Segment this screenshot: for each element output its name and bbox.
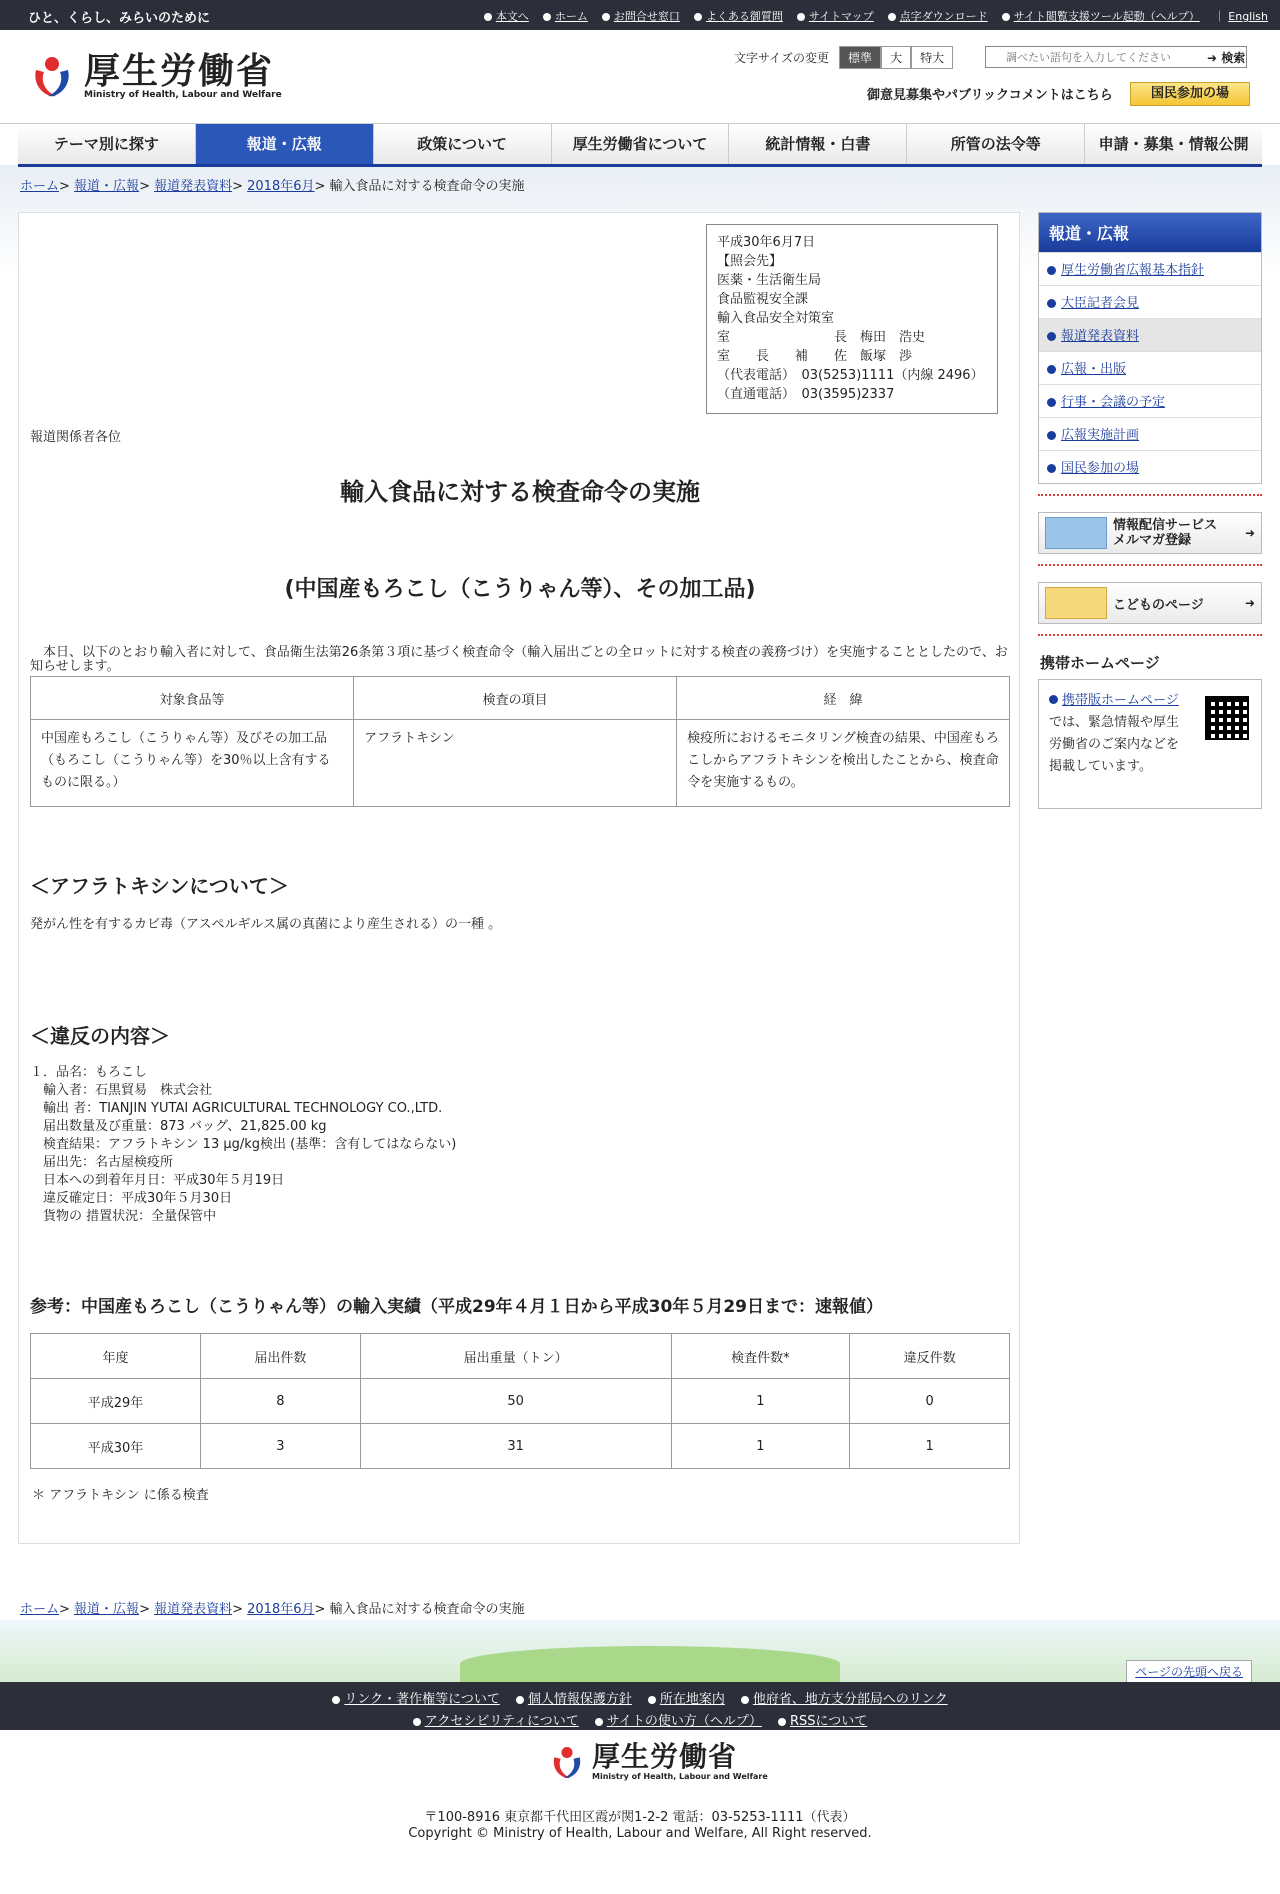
nav-policy[interactable]: 政策について	[374, 124, 552, 164]
contact-dept2: 食品監視安全課	[717, 292, 809, 307]
bullet-icon	[1047, 299, 1056, 308]
contact-tel1: （代表電話） 03(5253)1111（内線 2496）	[717, 368, 984, 383]
footer-link[interactable]: 他府省、地方支分部局へのリンク	[752, 1692, 948, 1707]
kids-page-label: こどものページ	[1113, 597, 1204, 613]
table-row	[31, 1379, 1010, 1424]
font-size-normal-button[interactable]: 標準	[839, 46, 881, 69]
link-skip-to-main[interactable]: 本文へ	[495, 10, 529, 23]
intro-text: 本日、以下のとおり輸入者に対して、食品衛生法第26条第３項に基づく検査命令（輸入届出ごとの全ロットに対する検査の義務づけ）を実施することとしたので、お知らせします。	[30, 645, 1008, 674]
bullet-icon	[1047, 464, 1056, 473]
global-nav	[18, 124, 1262, 167]
sidebar-item-label[interactable]: 大臣記者会見	[1061, 296, 1140, 311]
table-cell: 中国産もろこし（こうりゃん等）及びその加工品（もろこし（こうりゃん等）を30％以上含有するものに限る。）	[31, 720, 354, 807]
bullet-icon	[413, 1718, 421, 1726]
link-faq[interactable]: よくある御質問	[705, 10, 783, 23]
logo-mark-icon	[548, 1743, 586, 1781]
table-header: 違反件数	[850, 1334, 1010, 1379]
table-cell: 8	[201, 1379, 361, 1424]
table-cell: アフラトキシン	[354, 720, 677, 807]
font-size-switcher	[734, 46, 953, 69]
font-size-label: 文字サイズの変更	[734, 51, 830, 65]
reference-heading: 参考：中国産もろこし（こうりゃん等）の輸入実績（平成29年４月１日から平成30年５月29日まで：速報値）	[30, 1297, 883, 1317]
mobile-link[interactable]: 携帯版ホームページ	[1062, 693, 1179, 708]
top-link-english[interactable]: ｜ English	[1213, 10, 1268, 23]
search-button[interactable]: ➜ 検索	[1207, 50, 1246, 65]
table-cell: 0	[850, 1379, 1010, 1424]
qr-code-icon	[1205, 696, 1249, 740]
table-header-row	[31, 1334, 1010, 1379]
order-table	[30, 676, 1010, 807]
sidebar-item-label[interactable]: 広報・出版	[1061, 362, 1127, 377]
breadcrumb-press[interactable]: 報道・広報	[74, 1602, 140, 1617]
violation-line: 貨物の 措置状況：全量保管中	[30, 1209, 217, 1224]
sidebar-item-participation[interactable]	[1039, 450, 1261, 483]
top-link-home[interactable]	[543, 8, 588, 24]
table-row	[31, 720, 1010, 807]
site-logo[interactable]	[28, 52, 282, 100]
divider	[1038, 494, 1262, 502]
top-link-contact[interactable]	[602, 8, 680, 24]
table-footnote: ＊ アフラトキシン に係る検査	[32, 1488, 209, 1503]
top-link-main[interactable]	[484, 8, 529, 24]
footer-links-row1	[0, 1688, 1280, 1707]
sidebar-item-label[interactable]: 広報実施計画	[1061, 428, 1140, 443]
link-support-tool[interactable]: サイト閲覧支援ツール起動（ヘルプ）	[1013, 10, 1200, 23]
table-header: 検査件数*	[671, 1334, 850, 1379]
footer-copyright: Copyright © Ministry of Health, Labour and Welfare, All Right reserved.	[408, 1826, 872, 1841]
sidebar-item-label[interactable]: 国民参加の場	[1061, 461, 1140, 476]
children-icon	[1045, 587, 1107, 619]
table-cell: 平成29年	[31, 1379, 201, 1424]
violation-line: 違反確定日：平成30年５月30日	[30, 1191, 233, 1206]
sidebar-item-publications[interactable]	[1039, 351, 1261, 384]
link-sitemap[interactable]: サイトマップ	[808, 10, 874, 23]
font-size-large-button[interactable]: 大	[881, 46, 911, 69]
footer-link[interactable]: サイトの使い方（ヘルプ）	[606, 1714, 762, 1729]
top-link-support[interactable]	[1002, 8, 1200, 24]
bullet-icon	[1047, 266, 1056, 275]
nav-applications[interactable]: 申請・募集・情報公開	[1098, 135, 1249, 153]
table-header-row	[31, 677, 1010, 720]
violation-line: １．品名：もろこし	[30, 1065, 148, 1080]
table-cell: 31	[360, 1424, 671, 1469]
bullet-icon	[741, 1696, 749, 1704]
violation-heading: ＜違反の内容＞	[30, 1024, 170, 1048]
mail-icon	[1045, 517, 1107, 549]
sidebar-item-label[interactable]: 報道発表資料	[1061, 329, 1140, 344]
bullet-icon	[694, 13, 702, 21]
home-icon	[543, 13, 551, 21]
aflatoxin-heading: ＜アフラトキシンについて＞	[30, 874, 289, 898]
top-link-faq[interactable]	[694, 8, 783, 24]
top-link-braille[interactable]	[888, 8, 988, 24]
table-cell: 検疫所におけるモニタリング検査の結果、中国産もろこしからアフラトキシンを検出したことから、検査命令を実施するもの。	[677, 720, 1010, 807]
page-top-link[interactable]: ページの先頭へ戻る	[1126, 1660, 1252, 1683]
bullet-icon	[484, 13, 492, 21]
contact-dept3: 輸入食品安全対策室	[717, 311, 835, 326]
logo-mark-icon	[28, 52, 76, 100]
divider	[1038, 634, 1262, 642]
footer-link[interactable]: 所在地案内	[659, 1692, 725, 1707]
footer-address: 〒100-8916 東京都千代田区霞が関1-2-2 電話：03-5253-1111（代表）	[424, 1810, 856, 1825]
bullet-icon	[648, 1696, 656, 1704]
footer-links-row2	[0, 1710, 1280, 1729]
sidebar-menu	[1038, 212, 1262, 484]
mail-icon	[602, 13, 610, 21]
link-braille[interactable]: 点字ダウンロード	[899, 10, 988, 23]
footer-logo-title: 厚生労働省	[592, 1740, 738, 1773]
sidebar-item-events[interactable]	[1039, 384, 1261, 417]
violation-details	[30, 1064, 456, 1226]
logo-subtitle: Ministry of Health, Labour and Welfare	[84, 90, 282, 100]
breadcrumb: ホーム> 報道・広報> 報道発表資料> 2018年6月> 輸入食品に対する検査命令の実施	[20, 179, 525, 194]
search-button-label: 検索	[1221, 50, 1246, 65]
table-header: 届出重量（トン）	[360, 1334, 671, 1379]
footer-links-bar	[0, 1682, 1280, 1730]
violation-line: 輸出 者：TIANJIN YUTAI AGRICULTURAL TECHNOLOGY CO.,LTD.	[30, 1101, 443, 1116]
breadcrumb-month[interactable]: 2018年6月	[247, 1602, 315, 1617]
bullet-icon	[1047, 431, 1056, 440]
footer-logo-subtitle: Ministry of Health, Labour and Welfare	[592, 1772, 768, 1781]
link-contact[interactable]: お問合せ窓口	[613, 10, 680, 23]
table-row	[31, 1424, 1010, 1469]
search-input[interactable]	[1004, 50, 1203, 65]
table-cell: 50	[360, 1379, 671, 1424]
breadcrumb-releases[interactable]: 報道発表資料	[154, 1602, 233, 1617]
table-cell: 1	[850, 1424, 1010, 1469]
page-title: 輸入食品に対する検査命令の実施	[340, 478, 700, 506]
footer-link[interactable]: 個人情報保護方針	[527, 1692, 632, 1707]
link-english[interactable]: English	[1228, 10, 1268, 23]
mobile-text: では、緊急情報や厚生労働省のご案内などを掲載しています。	[1049, 715, 1180, 774]
link-home[interactable]: ホーム	[554, 10, 588, 23]
mail-magazine-label: 情報配信サービス メルマガ登録	[1113, 518, 1218, 548]
sidebar-item-press-conference[interactable]	[1039, 285, 1261, 318]
sidebar-heading: 報道・広報	[1039, 213, 1261, 252]
kids-page-banner[interactable]	[1038, 582, 1262, 624]
table-header: 届出件数	[201, 1334, 361, 1379]
violation-line: 届出数量及び重量：873 バッグ、21,825.00 kg	[30, 1119, 327, 1134]
sidebar-item-label[interactable]: 厚生労働省広報基本指針	[1061, 263, 1205, 278]
table-cell: 3	[201, 1424, 361, 1469]
release-date: 平成30年6月7日	[717, 235, 816, 250]
bullet-icon	[1047, 398, 1056, 407]
table-header: 経 緯	[677, 677, 1010, 720]
rss-icon	[778, 1718, 786, 1726]
divider	[1038, 564, 1262, 572]
tagline: ひと、くらし、みらいのために	[28, 11, 211, 26]
top-link-sitemap[interactable]	[797, 8, 874, 24]
bullet-icon	[595, 1718, 603, 1726]
footer-link[interactable]: RSSについて	[790, 1714, 868, 1729]
table-header: 検査の項目	[354, 677, 677, 720]
footer-logo[interactable]	[548, 1742, 768, 1781]
bullet-icon	[1049, 695, 1058, 704]
arrow-right-icon: ➜	[1244, 596, 1255, 610]
hill-illustration	[460, 1646, 840, 1682]
top-bar	[0, 0, 1280, 30]
bullet-icon	[888, 13, 896, 21]
table-cell: 平成30年	[31, 1424, 201, 1469]
arrow-right-icon: ➜	[1244, 526, 1255, 540]
logo-title: 厚生労働省	[84, 50, 275, 92]
bullet-icon	[332, 1696, 340, 1704]
contact-label: 【照会先】	[717, 254, 783, 269]
footer-link[interactable]: アクセシビリティについて	[424, 1714, 579, 1729]
breadcrumb-home[interactable]: ホーム	[20, 179, 60, 194]
sidebar-item-label[interactable]: 行事・会議の予定	[1061, 395, 1166, 410]
aflatoxin-text: 発がん性を有するカビ毒（アスペルギルス属の真菌により産生される）の一種 。	[30, 917, 502, 932]
nav-theme[interactable]: テーマ別に探す	[18, 124, 196, 164]
public-comment-text: 御意見募集やパブリックコメントはこちら	[867, 88, 1113, 103]
contact-tel2: （直通電話） 03(3595)2337	[717, 387, 895, 402]
bullet-icon	[1047, 365, 1056, 374]
violation-line: 届出先：名古屋検疫所	[30, 1155, 174, 1170]
font-size-xlarge-button[interactable]: 特大	[911, 46, 953, 69]
nav-press[interactable]: 報道・広報	[196, 124, 374, 164]
violation-line: 日本への到着年月日：平成30年５月19日	[30, 1173, 285, 1188]
sidebar-item-policy[interactable]	[1039, 252, 1261, 285]
breadcrumb-current: 輸入食品に対する検査命令の実施	[329, 1602, 525, 1617]
sidebar-item-pr-plan[interactable]	[1039, 417, 1261, 450]
mobile-box	[1038, 679, 1262, 809]
table-cell: 1	[671, 1424, 850, 1469]
addressee: 報道関係者各位	[30, 430, 122, 445]
site-header	[0, 30, 1280, 124]
bullet-icon	[1002, 13, 1010, 21]
bullet-icon	[516, 1696, 524, 1704]
page-subtitle: (中国産もろこし（こうりゃん等）、その加工品)	[284, 577, 756, 602]
table-cell: 1	[671, 1379, 850, 1424]
footer-town-illustration	[0, 1620, 1280, 1682]
contact-box	[706, 224, 998, 414]
nav-laws[interactable]: 所管の法令等	[907, 124, 1085, 164]
footer-link[interactable]: リンク・著作権等について	[344, 1692, 500, 1707]
breadcrumb-press[interactable]: 報道・広報	[74, 179, 140, 194]
contact-dept1: 医薬・生活衛生局	[717, 273, 822, 288]
sidebar	[1038, 212, 1262, 809]
nav-statistics[interactable]: 統計情報・白書	[729, 124, 907, 164]
breadcrumb-releases[interactable]: 報道発表資料	[154, 179, 233, 194]
top-links	[484, 8, 1268, 24]
mail-magazine-banner[interactable]	[1038, 512, 1262, 554]
sidebar-item-releases[interactable]	[1039, 318, 1261, 351]
bullet-icon	[797, 13, 805, 21]
violation-line: 輸入者：石黒貿易 株式会社	[30, 1083, 213, 1098]
import-record-table	[30, 1333, 1010, 1469]
public-participation-button[interactable]: 国民参加の場	[1130, 82, 1250, 106]
mobile-heading: 携帯ホームページ	[1040, 654, 1160, 672]
breadcrumb-home[interactable]: ホーム	[20, 1602, 60, 1617]
violation-line: 検査結果：アフラトキシン 13 μg/kg検出 (基準：含有してはならない)	[30, 1137, 457, 1152]
breadcrumb-month[interactable]: 2018年6月	[247, 179, 315, 194]
table-header: 対象食品等	[31, 677, 354, 720]
footer-breadcrumb: ホーム> 報道・広報> 報道発表資料> 2018年6月> 輸入食品に対する検査命令の実施	[20, 1602, 525, 1617]
table-header: 年度	[31, 1334, 201, 1379]
search-box	[985, 46, 1247, 68]
nav-about[interactable]: 厚生労働省について	[552, 124, 730, 164]
bullet-icon	[1047, 332, 1056, 341]
contact-person1: 室 長 梅田 浩史	[717, 330, 926, 345]
breadcrumb-current: 輸入食品に対する検査命令の実施	[329, 179, 525, 194]
contact-person2: 室 長 補 佐 飯塚 渉	[717, 349, 913, 364]
